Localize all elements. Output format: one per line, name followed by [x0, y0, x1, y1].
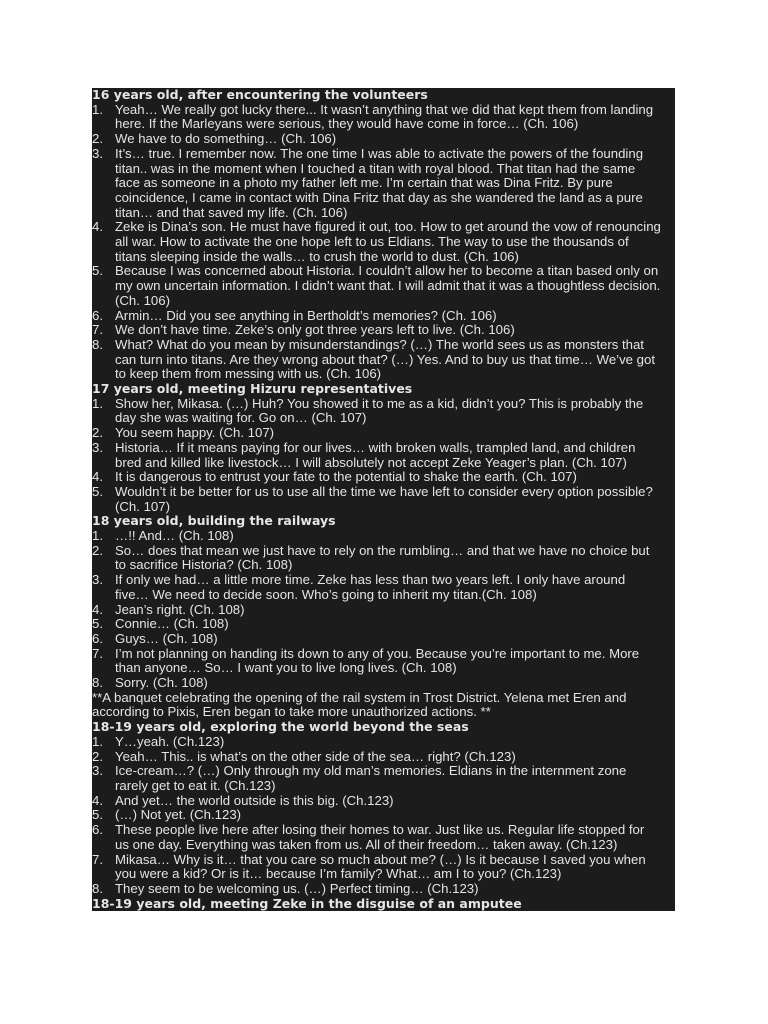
document-body: [92, 88, 675, 911]
quote-text: We have to do something… (Ch. 106): [115, 131, 337, 147]
quote-text: I’m not planning on handing its down to any of you. Because you’re important to me. More than anyone… So… I want you to live long lives. (Ch. 108): [115, 645, 640, 676]
list-number: 3.: [92, 439, 103, 455]
quote-text: Historia… If it means paying for our lives… with broken walls, trampled land, and children bred and killed like livestock… I will absolutely not accept Zeke Yeager’s plan. (Ch. 107): [115, 439, 636, 470]
list-number: 2.: [92, 542, 103, 558]
quote-text: And yet… the world outside is this big. (Ch.123): [115, 792, 394, 808]
list-number: 6.: [92, 307, 103, 323]
list-item: [92, 485, 675, 514]
section-body: [92, 529, 675, 720]
quote-text: If only we had… a little more time. Zeke has less than two years left. I only have around five… We need to decide soon. Who’s going to inherit my titan.(Ch. 108): [115, 572, 626, 602]
quote-text: Mikasa… Why is it… that you care so much about me? (…) Is it because I saved you when you were a kid? Or is it… because I’m family? What… am I to you? (Ch.123): [115, 851, 646, 882]
list-number: 4.: [92, 219, 103, 235]
list-item: [92, 632, 675, 647]
quote-text: Because I was concerned about Historia. I couldn’t allow her to become a titan based only on my own uncertain information. I didn’t want that. I will admit that it was a thoughtless decision. (Ch. 106): [115, 263, 661, 308]
list-item: [92, 823, 675, 852]
list-item: [92, 676, 675, 691]
list-item: [92, 603, 675, 618]
list-item: [92, 147, 675, 221]
quote-list: [92, 529, 675, 691]
quote-text: What? What do you mean by misunderstandings? (…) The world sees us as monsters that can turn into titans. Are they wrong about that? (…) Yes. And to buy us that time… We’ve got to keep them from messing with us. (Ch. 106): [115, 336, 656, 382]
quote-list: [92, 735, 675, 897]
list-number: 1.: [92, 733, 103, 749]
quote-text: Connie… (Ch. 108): [115, 616, 229, 632]
list-item: [92, 264, 675, 308]
list-number: 8.: [92, 880, 103, 896]
list-item: [92, 794, 675, 809]
list-item: [92, 470, 675, 485]
section-body: [92, 103, 675, 382]
quote-text: You seem happy. (Ch. 107): [115, 425, 275, 441]
list-number: 5.: [92, 263, 103, 279]
list-number: 5.: [92, 616, 103, 632]
section-body: [92, 735, 675, 897]
list-number: 6.: [92, 822, 103, 838]
section-note: **A banquet celebrating the opening of the rail system in Trost District. Yelena met Eren and according to Pixis, Eren began to take more unauthorized actions. **: [92, 689, 627, 720]
list-item: [92, 750, 675, 765]
quote-text: Wouldn’t it be better for us to use all the time we have left to consider every option possible? (Ch. 107): [115, 483, 653, 514]
quote-text: They seem to be welcoming us. (…) Perfect timing… (Ch.123): [115, 880, 479, 896]
list-item: [92, 544, 675, 573]
list-number: 7.: [92, 645, 103, 661]
list-item: [92, 323, 675, 338]
list-number: 5.: [92, 483, 103, 499]
quote-text: Show her, Mikasa. (…) Huh? You showed it to me as a kid, didn’t you? This is probably the day she was waiting for. Go on… (Ch. 107): [115, 395, 644, 426]
quote-list: [92, 103, 675, 382]
list-number: 4.: [92, 601, 103, 617]
list-item: [92, 647, 675, 676]
list-item: [92, 220, 675, 264]
quote-text: Yeah… This.. is what’s on the other side of the sea… right? (Ch.123): [115, 748, 516, 764]
quote-text: Y…yeah. (Ch.123): [115, 733, 225, 749]
list-item: [92, 764, 675, 793]
quote-text: Yeah… We really got lucky there... It wasn’t anything that we did that kept them from landing here. If the Marleyans were serious, they would have come in force… (Ch. 106): [115, 101, 654, 132]
list-number: 8.: [92, 336, 103, 352]
list-item: [92, 735, 675, 750]
quote-list: [92, 397, 675, 515]
list-item: [92, 573, 675, 602]
list-item: [92, 617, 675, 632]
list-item: [92, 426, 675, 441]
list-item: [92, 441, 675, 470]
list-number: 2.: [92, 131, 103, 147]
section-body: [92, 397, 675, 515]
quote-text: Zeke is Dina’s son. He must have figured it out, too. How to get around the vow of renouncing all war. How to activate the one hope left to us Eldians. The way to use the thousands of titans sleeping inside the walls… to crush the world to dust. (Ch. 106): [115, 219, 661, 264]
list-item: [92, 853, 675, 882]
quote-text: Jean’s right. (Ch. 108): [115, 601, 245, 617]
quote-text: So… does that mean we just have to rely on the rumbling… and that we have no choice but to sacrifice Historia? (Ch. 108): [115, 542, 650, 573]
list-number: 1.: [92, 101, 103, 117]
section-heading: 18-19 years old, exploring the world beyond the seas: [92, 720, 675, 735]
list-number: 7.: [92, 851, 103, 867]
list-number: 1.: [92, 528, 103, 544]
list-item: [92, 103, 675, 132]
list-item: [92, 808, 675, 823]
quote-text: …!! And… (Ch. 108): [115, 528, 234, 544]
list-item: [92, 882, 675, 897]
section-heading: 18 years old, building the railways: [92, 514, 675, 529]
quote-text: It’s… true. I remember now. The one time I was able to activate the powers of the founding titan.. was in the moment when I touched a titan with royal blood. That titan had the same face as someone in a photo my father left me. I’m certain that was Dina Fritz. By pure coincidence, I came in contact with Dina Fritz that day as she wandered the land as a pure titan… and that saved my life. (Ch. 106): [115, 145, 644, 220]
section-heading: 16 years old, after encountering the volunteers: [92, 88, 675, 103]
list-number: 7.: [92, 322, 103, 338]
list-number: 6.: [92, 630, 103, 646]
section-heading: 17 years old, meeting Hizuru representatives: [92, 382, 675, 397]
quote-text: Guys… (Ch. 108): [115, 630, 218, 646]
list-number: 4.: [92, 469, 103, 485]
list-number: 3.: [92, 145, 103, 161]
quote-text: These people live here after losing their homes to war. Just like us. Regular life stopped for us one day. Everything was taken from us. All of their freedom… taken away. (Ch.123): [115, 822, 645, 852]
list-item: [92, 338, 675, 382]
list-item: [92, 132, 675, 147]
list-number: 2.: [92, 748, 103, 764]
quote-text: Sorry. (Ch. 108): [115, 675, 208, 691]
quote-text: Ice-cream…? (…) Only through my old man’s memories. Eldians in the internment zone rarely get to eat it. (Ch.123): [115, 763, 627, 793]
list-number: 5.: [92, 807, 103, 823]
section-heading: 18-19 years old, meeting Zeke in the disguise of an amputee: [92, 897, 675, 912]
list-item: [92, 309, 675, 324]
quote-text: Armin… Did you see anything in Bertholdt’s memories? (Ch. 106): [115, 307, 497, 323]
quote-text: (…) Not yet. (Ch.123): [115, 807, 242, 823]
quote-text: It is dangerous to entrust your fate to the potential to shake the earth. (Ch. 107): [115, 469, 577, 485]
list-number: 2.: [92, 425, 103, 441]
quote-text: We don’t have time. Zeke’s only got three years left to live. (Ch. 106): [115, 322, 515, 338]
list-number: 1.: [92, 395, 103, 411]
list-item: [92, 529, 675, 544]
list-number: 3.: [92, 572, 103, 588]
list-number: 8.: [92, 675, 103, 691]
list-item: [92, 397, 675, 426]
list-number: 3.: [92, 763, 103, 779]
list-number: 4.: [92, 792, 103, 808]
